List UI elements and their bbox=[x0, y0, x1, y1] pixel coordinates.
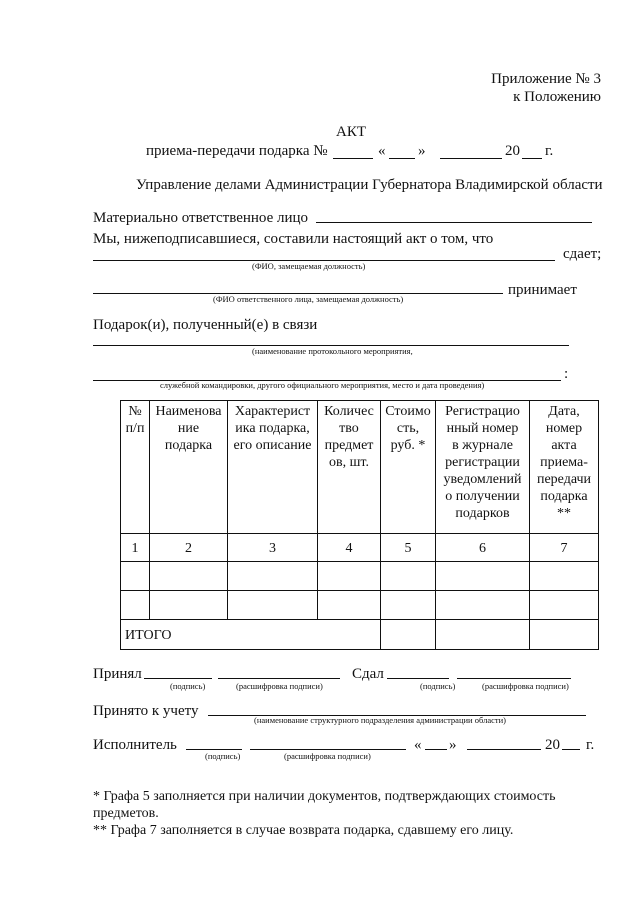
col-number: 7 bbox=[530, 534, 599, 562]
table-cell[interactable] bbox=[121, 562, 150, 591]
accepted-decoding-line[interactable] bbox=[218, 678, 340, 679]
executor-decoding-caption: (расшифровка подписи) bbox=[284, 751, 371, 761]
total-cost-cell[interactable] bbox=[381, 620, 436, 650]
act-year-line[interactable] bbox=[522, 158, 542, 159]
year-prefix: 20 bbox=[505, 143, 520, 159]
accepted-decoding-caption: (расшифровка подписи) bbox=[236, 681, 323, 691]
footnote-1-continued: предметов. bbox=[93, 806, 159, 821]
hands-over-caption: (ФИО, замещаемая должность) bbox=[252, 261, 366, 271]
accounted-caption: (наименование структурного подразделения администрации области) bbox=[254, 715, 506, 725]
col-number: 2 bbox=[150, 534, 228, 562]
receives-caption: (ФИО ответственного лица, замещаемая должность) bbox=[213, 294, 404, 304]
gift-received-label: Подарок(и), полученный(е) в связи bbox=[93, 317, 318, 333]
year-suffix: г. bbox=[545, 143, 554, 159]
table-cell[interactable] bbox=[436, 562, 530, 591]
footnote-1: * Графа 5 заполняется при наличии документов, подтверждающих стоимость bbox=[93, 789, 556, 804]
responsible-person-line[interactable] bbox=[316, 222, 592, 223]
intro-text: Мы, нижеподписавшиеся, составили настоящий акт о том, что bbox=[93, 231, 494, 247]
executor-year-suffix: г. bbox=[586, 737, 595, 753]
accepted-sign-caption: (подпись) bbox=[170, 681, 206, 691]
table-numbers-row bbox=[121, 534, 599, 562]
total-cell[interactable] bbox=[436, 620, 530, 650]
accepted-label: Принял bbox=[93, 666, 142, 682]
table-total-row bbox=[121, 620, 599, 650]
executor-year-line[interactable] bbox=[562, 749, 580, 750]
executor-sign-caption: (подпись) bbox=[205, 751, 241, 761]
table-cell[interactable] bbox=[228, 591, 318, 620]
appendix-line1: Приложение № 3 bbox=[491, 71, 601, 87]
table-cell[interactable] bbox=[318, 591, 381, 620]
header-description: Характерист ика подарка, его описание bbox=[228, 401, 318, 534]
table-row[interactable] bbox=[121, 591, 599, 620]
handed-sign-caption: (подпись) bbox=[420, 681, 456, 691]
receives-label: принимает bbox=[508, 282, 577, 298]
header-number: № п/п bbox=[121, 401, 150, 534]
table-cell[interactable] bbox=[381, 591, 436, 620]
table-cell[interactable] bbox=[530, 562, 599, 591]
executor-label: Исполнитель bbox=[93, 737, 177, 753]
header-act: Дата, номер акта приема- передачи подарка ** bbox=[530, 401, 599, 534]
handed-decoding-caption: (расшифровка подписи) bbox=[482, 681, 569, 691]
gifts-table bbox=[120, 400, 599, 650]
table-cell[interactable] bbox=[121, 591, 150, 620]
executor-quote-open: « bbox=[414, 737, 422, 753]
header-quantity: Количес тво предмет ов, шт. bbox=[318, 401, 381, 534]
quote-close: » bbox=[418, 143, 426, 159]
col-number: 6 bbox=[436, 534, 530, 562]
table-cell[interactable] bbox=[150, 562, 228, 591]
accepted-signature-line[interactable] bbox=[144, 678, 212, 679]
table-cell[interactable] bbox=[228, 562, 318, 591]
appendix-line2: к Положению bbox=[513, 89, 601, 105]
handed-decoding-line[interactable] bbox=[457, 678, 571, 679]
executor-signature-line[interactable] bbox=[186, 749, 242, 750]
table-cell[interactable] bbox=[530, 591, 599, 620]
table-cell[interactable] bbox=[381, 562, 436, 591]
executor-month-line[interactable] bbox=[467, 749, 541, 750]
event-colon: : bbox=[564, 366, 569, 382]
table-cell[interactable] bbox=[436, 591, 530, 620]
col-number: 5 bbox=[381, 534, 436, 562]
header-cost: Стоимо сть, руб. * bbox=[381, 401, 436, 534]
executor-quote-close: » bbox=[449, 737, 457, 753]
act-number-line[interactable] bbox=[333, 158, 373, 159]
col-number: 4 bbox=[318, 534, 381, 562]
act-day-line[interactable] bbox=[389, 158, 415, 159]
executor-day-line[interactable] bbox=[425, 749, 447, 750]
table-row[interactable] bbox=[121, 562, 599, 591]
hands-over-label: сдает; bbox=[563, 246, 602, 262]
document-subtitle: приема-передачи подарка № bbox=[146, 143, 328, 159]
document-title: АКТ bbox=[336, 124, 366, 140]
footnote-2: ** Графа 7 заполняется в случае возврата подарка, сдавшему его лицу. bbox=[93, 823, 514, 838]
col-number: 1 bbox=[121, 534, 150, 562]
header-registration: Регистрацио нный номер в журнале регистрации уведомлений о получении подарков bbox=[436, 401, 530, 534]
organization-name: Управление делами Администрации Губернатора Владимирской области bbox=[136, 177, 603, 193]
executor-decoding-line[interactable] bbox=[250, 749, 406, 750]
handed-label: Сдал bbox=[352, 666, 384, 682]
col-number: 3 bbox=[228, 534, 318, 562]
responsible-person-label: Материально ответственное лицо bbox=[93, 210, 309, 226]
table-header-row bbox=[121, 401, 599, 534]
executor-year-prefix: 20 bbox=[545, 737, 560, 753]
handed-signature-line[interactable] bbox=[387, 678, 449, 679]
event-details-caption: служебной командировки, другого официального мероприятия, место и дата проведения) bbox=[160, 380, 485, 390]
quote-open: « bbox=[378, 143, 386, 159]
act-month-line[interactable] bbox=[440, 158, 502, 159]
accounted-label: Принято к учету bbox=[93, 703, 199, 719]
total-cell[interactable] bbox=[530, 620, 599, 650]
total-label: ИТОГО bbox=[121, 620, 381, 650]
table-cell[interactable] bbox=[150, 591, 228, 620]
event-caption: (наименование протокольного мероприятия, bbox=[252, 346, 413, 356]
table-cell[interactable] bbox=[318, 562, 381, 591]
header-name: Наименова ние подарка bbox=[150, 401, 228, 534]
